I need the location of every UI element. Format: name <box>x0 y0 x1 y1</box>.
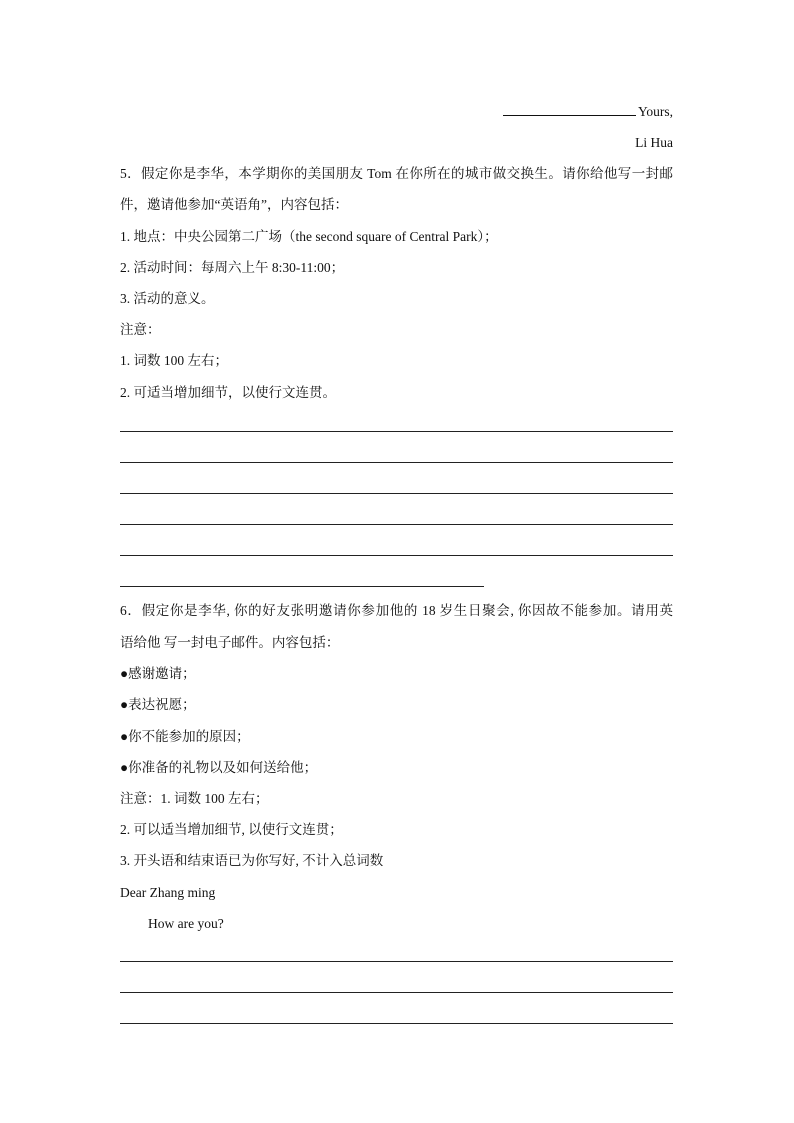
q5-writing-line <box>120 524 673 525</box>
q5-intro-line1: 5．假定你是李华，本学期你的美国朋友 Tom 在你所在的城市做交换生。请你给他写一封邮 <box>120 166 673 181</box>
q5-item3: 3. 活动的意义。 <box>120 291 215 306</box>
q6-intro-line1: 6．假定你是李华, 你的好友张明邀请你参加他的 18 岁生日聚会, 你因故不能参加。请用英 <box>120 603 673 618</box>
q6-note1: 注意：1. 词数 100 左右； <box>120 791 269 806</box>
q5-writing-line <box>120 462 673 463</box>
q5-writing-line <box>120 555 673 556</box>
q5-item2: 2. 活动时间：每周六上午 8:30-11:00； <box>120 260 345 275</box>
q6-note3: 3. 开头语和结束语已为你写好, 不计入总词数 <box>120 853 384 868</box>
q5-note1: 1. 词数 100 左右； <box>120 353 228 368</box>
q5-writing-line <box>120 493 673 494</box>
q6-bullet4: ●你准备的礼物以及如何送给他； <box>120 760 318 775</box>
q6-writing-line <box>120 992 673 993</box>
closing-yours-line <box>503 102 673 122</box>
q6-writing-line <box>120 1023 673 1024</box>
q5-intro-line2: 件，邀请他参加“英语角”，内容包括： <box>120 197 348 212</box>
q5-item1: 1. 地点：中央公园第二广场（the second square of Central Park）； <box>120 229 498 244</box>
q5-note-title: 注意： <box>120 322 161 337</box>
q6-bullet2: ●表达祝愿； <box>120 697 196 712</box>
closing-yours: Yours, <box>637 104 673 119</box>
q6-intro-line2: 语给他 写一封电子邮件。内容包括： <box>120 635 340 650</box>
q5-writing-line-short <box>120 586 484 587</box>
q6-opening: How are you? <box>148 916 224 931</box>
q5-writing-line <box>120 431 673 432</box>
q6-salutation: Dear Zhang ming <box>120 885 216 900</box>
q6-bullet1: ●感谢邀请； <box>120 666 196 681</box>
q6-writing-line <box>120 961 673 962</box>
q5-note2: 2. 可适当增加细节，以使行文连贯。 <box>120 385 336 400</box>
q6-note2: 2. 可以适当增加细节, 以使行文连贯； <box>120 822 343 837</box>
signature-blank <box>503 102 636 116</box>
q6-bullet3: ●你不能参加的原因； <box>120 729 250 744</box>
closing-name: Li Hua <box>635 135 673 150</box>
